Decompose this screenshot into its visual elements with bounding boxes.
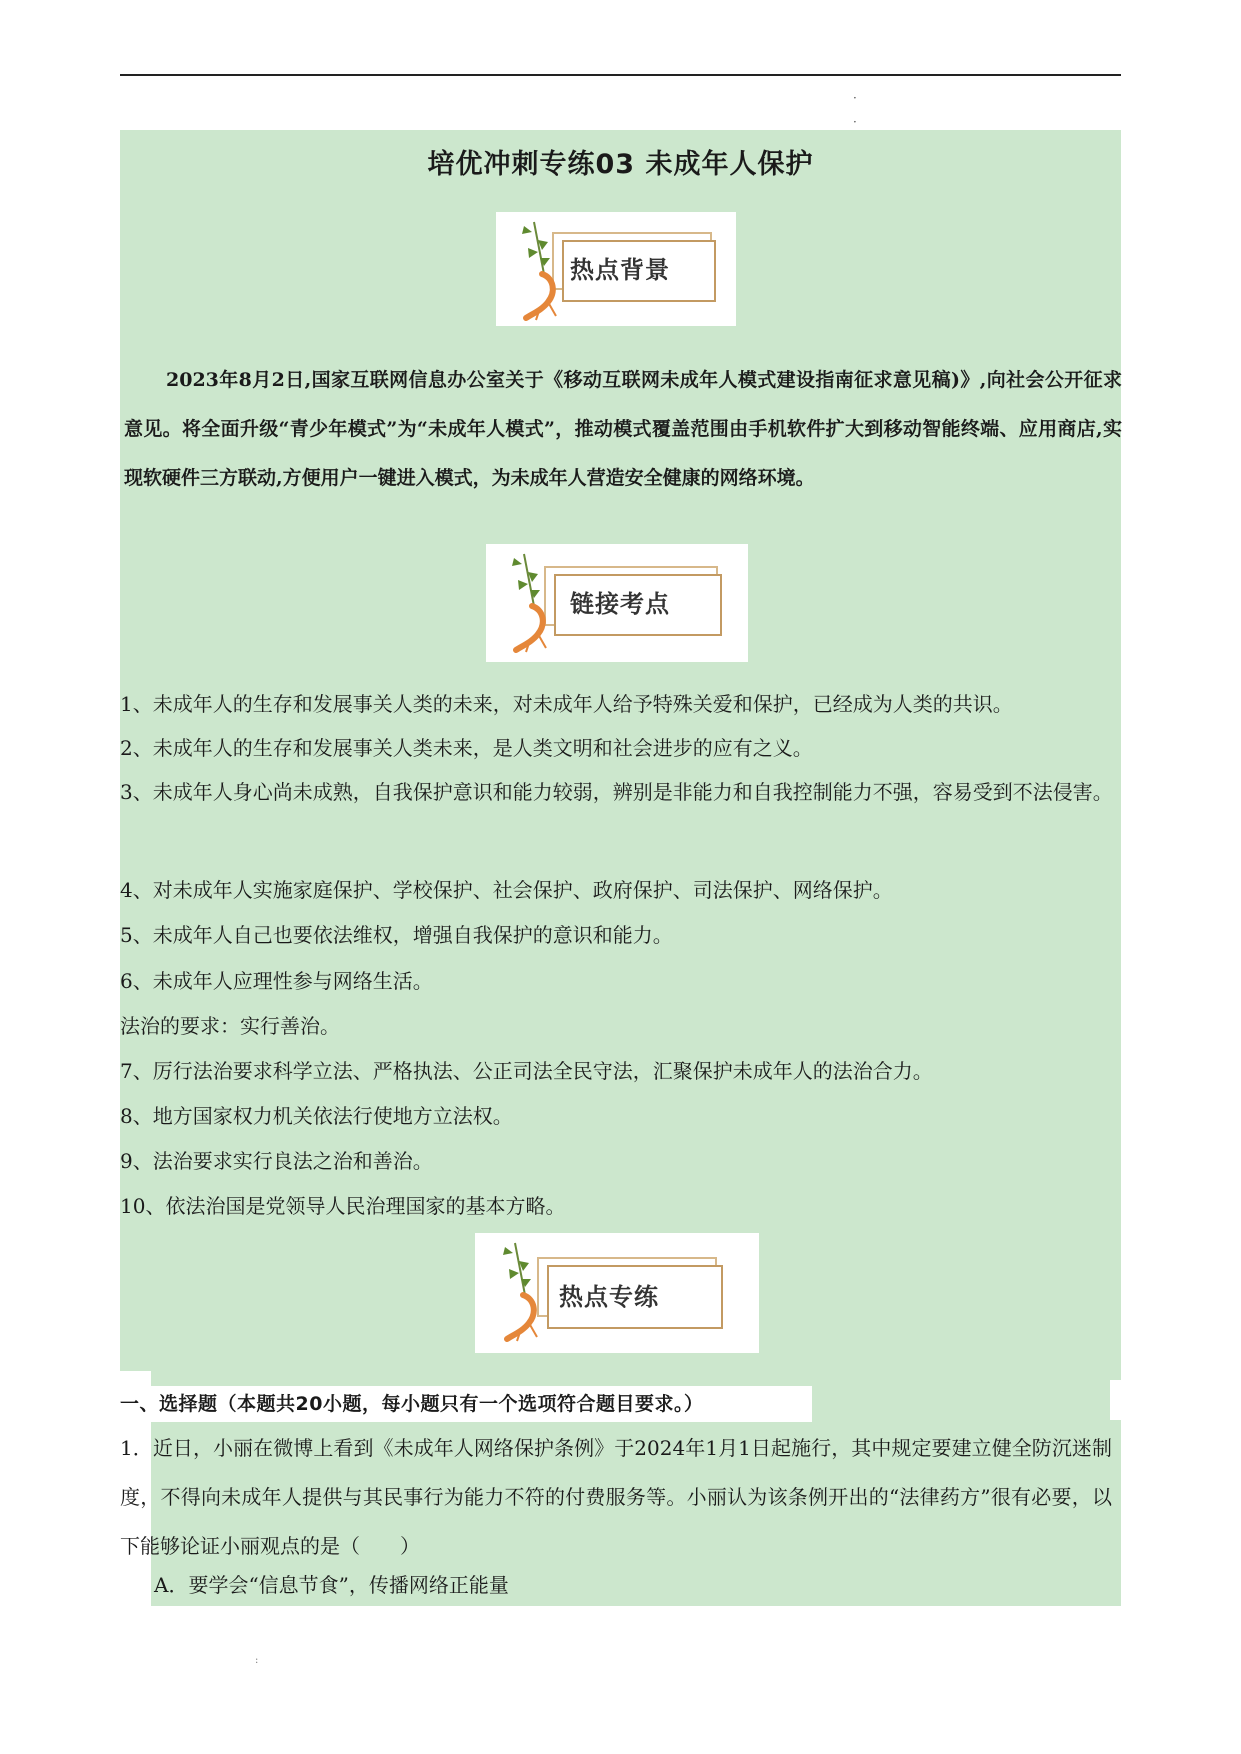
banner-exercises [475, 1233, 759, 1353]
key-point: 7、厉行法治要求科学立法、严格执法、公正司法全民守法，汇聚保护未成年人的法治合力。 [120, 1059, 933, 1083]
ginseng-sprig-icon [504, 214, 574, 324]
key-point: 8、地方国家权力机关依法行使地方立法权。 [120, 1104, 513, 1128]
key-point: 1、未成年人的生存和发展事关人类的未来，对未成年人给予特殊关爱和保护，已经成为人类的共识。 [120, 692, 1013, 716]
key-point: 2、未成年人的生存和发展事关人类未来，是人类文明和社会进步的应有之义。 [120, 736, 813, 760]
header-rule [120, 74, 1121, 76]
key-point: 4、对未成年人实施家庭保护、学校保护、社会保护、政府保护、司法保护、网络保护。 [120, 878, 893, 902]
ginseng-sprig-icon [485, 1235, 555, 1349]
margin-dots: · · [853, 91, 857, 129]
banner-label: 热点背景 [570, 256, 670, 284]
footer-mark: : [255, 1655, 259, 1666]
banner-label: 链接考点 [570, 590, 670, 618]
panel-notch [1110, 1380, 1121, 1420]
key-point: 3、未成年人身心尚未成熟，自我保护意识和能力较弱，辨别是非能力和自我控制能力不强，容易受到不法侵害。 [120, 780, 1113, 804]
ginseng-sprig-icon [494, 546, 564, 658]
option-a: A．要学会“信息节食”，传播网络正能量 [154, 1573, 509, 1597]
key-point: 9、法治要求实行良法之治和善治。 [120, 1149, 433, 1173]
page-title: 培优冲刺专练03 未成年人保护 [427, 149, 814, 180]
key-point: 法治的要求：实行善治。 [120, 1014, 340, 1038]
section-heading: 一、选择题（本题共20小题，每小题只有一个选项符合题目要求。） [120, 1386, 812, 1422]
banner-key-points [486, 544, 748, 662]
question-stem: 1．近日，小丽在微博上看到《未成年人网络保护条例》于2024年1月1日起施行，其中规定要建立健全防沉迷制度，不得向未成年人提供与其民事行为能力不符的付费服务等。小丽认为该条例开出的“法律药方”很有必要，以下能够论证小丽观点的是（ ） [120, 1436, 1112, 1558]
key-point: 5、未成年人自己也要依法维权，增强自我保护的意识和能力。 [120, 923, 673, 947]
background-paragraph: 2023年8月2日,国家互联网信息办公室关于《移动互联网未成年人模式建设指南征求意见稿)》,向社会公开征求意见。将全面升级“青少年模式”为“未成年人模式”，推动模式覆盖范围由手机软件扩大到移动智能终端、应用商店,实现软硬件三方联动,方便用户一键进入模式，为未成年人营造安全健康的网络环境。 [124, 369, 1122, 489]
key-point: 10、依法治国是党领导人民治理国家的基本方略。 [120, 1194, 566, 1218]
key-point: 6、未成年人应理性参与网络生活。 [120, 969, 433, 993]
banner-background [496, 212, 736, 326]
banner-label: 热点专练 [559, 1283, 659, 1311]
